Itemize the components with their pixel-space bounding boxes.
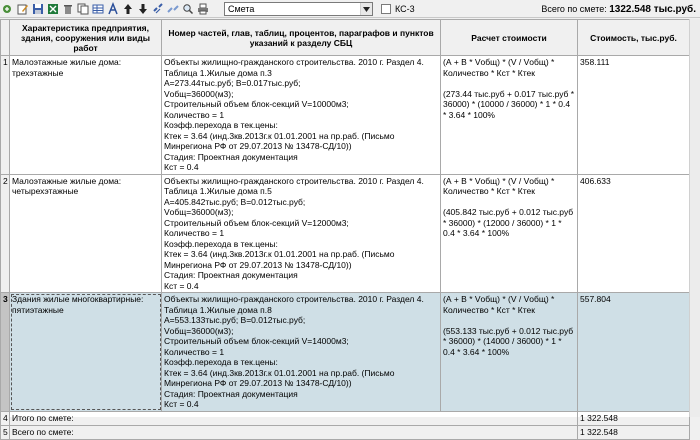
cell-calc[interactable]: (А + В * Vобщ) * (V / Vобщ) * Количество * Кст * Ктек (553.133 тыс.руб + 0.012 тыс.руб * 36000) * (14000 / 36000) * 1 * 0.4 * 3.64 * 100%	[441, 293, 578, 412]
cell-name[interactable]: Здания жилые многоквартирные: пятиэтажные	[10, 293, 162, 412]
chevron-down-icon[interactable]	[360, 3, 372, 15]
cell-cost[interactable]: 358.111	[578, 56, 690, 175]
subtotal-row[interactable]	[1, 411, 690, 425]
row-number[interactable]: 1	[1, 56, 10, 175]
delete-icon[interactable]	[61, 2, 75, 16]
subtotal-cost[interactable]: 1 322.548	[578, 411, 690, 425]
toolbar	[0, 0, 700, 18]
header-row	[1, 20, 690, 56]
add-icon[interactable]	[1, 2, 15, 16]
cell-name[interactable]: Малоэтажные жилые дома: трехэтажные	[10, 56, 162, 175]
cell-name[interactable]: Малоэтажные жилые дома: четырехэтажные	[10, 174, 162, 293]
unlink-icon[interactable]	[166, 2, 180, 16]
estimate-select[interactable]	[224, 2, 373, 16]
arrow-up-icon[interactable]	[121, 2, 135, 16]
estimate-select-value: Смета	[228, 4, 255, 14]
total-summary	[541, 3, 696, 16]
col-header-cost[interactable]: Стоимость, тыс.руб.	[578, 20, 690, 56]
cell-calc[interactable]: (А + В * Vобщ) * (V / Vобщ) * Количество * Кст * Ктек (405.842 тыс.руб + 0.012 тыс.руб * 36000) * (12000 / 36000) * 1 * 0.4 * 3.64 * 100%	[441, 174, 578, 293]
table-row[interactable]	[1, 174, 690, 293]
cell-calc[interactable]: (А + В * Vобщ) * (V / Vобщ) * Количество * Кст * Ктек (273.44 тыс.руб + 0.017 тыс.руб * 36000) * (10000 / 36000) * 1 * 0.4 * 3.64 * 100%	[441, 56, 578, 175]
edit-icon[interactable]	[16, 2, 30, 16]
corner-cell	[1, 20, 10, 56]
cell-ref[interactable]: Объекты жилищно-гражданского строительства. 2010 г. Раздел 4. Таблица 1.Жилые дома п.8 А=553.133тыс.руб; В=0.012тыс.руб; Vобщ=36000(м3); Строительный объем блок-секций V=14000м3; Количество = 1 Коэфф.перехода в тек.цены: Ктек = 3.64 (инд.3кв.2013г.к 01.01.2001 на пр.раб. (Письмо Минрегиона РФ от 29.07.2013 № 13478-СД/10)) Стадия: Проектная документация Кст = 0.4	[162, 293, 441, 412]
estimate-table	[0, 19, 690, 440]
cell-cost[interactable]: 406.633	[578, 174, 690, 293]
search-icon[interactable]	[181, 2, 195, 16]
col-header-calc[interactable]: Расчет стоимости	[441, 20, 578, 56]
excel-icon[interactable]	[46, 2, 60, 16]
total-cost[interactable]: 1 322.548	[578, 425, 690, 439]
save-icon[interactable]	[31, 2, 45, 16]
col-header-name[interactable]: Характеристика предприятия, здания, сооружения или виды работ	[10, 20, 162, 56]
row-number[interactable]: 4	[1, 411, 10, 425]
total-label[interactable]: Всего по смете:	[10, 425, 578, 439]
kc3-label: КС-3	[395, 4, 415, 14]
cell-cost[interactable]: 557.804	[578, 293, 690, 412]
kc3-toggle[interactable]	[381, 3, 415, 15]
print-icon[interactable]	[196, 2, 210, 16]
row-number[interactable]: 5	[1, 425, 10, 439]
table-row[interactable]	[1, 56, 690, 175]
table-row-selected[interactable]	[1, 293, 690, 412]
total-row[interactable]	[1, 425, 690, 439]
total-summary-value: 1322.548 тыс.руб.	[609, 4, 696, 15]
cell-ref[interactable]: Объекты жилищно-гражданского строительства. 2010 г. Раздел 4. Таблица 1.Жилые дома п.5 А=405.842тыс.руб; В=0.012тыс.руб; Vобщ=36000(м3); Строительный объем блок-секций V=12000м3; Количество = 1 Коэфф.перехода в тек.цены: Ктек = 3.64 (инд.3кв.2013г.к 01.01.2001 на пр.раб. (Письмо Минрегиона РФ от 29.07.2013 № 13478-СД/10)) Стадия: Проектная документация Кст = 0.4	[162, 174, 441, 293]
vertical-scrollbar[interactable]	[689, 19, 700, 417]
total-summary-label: Всего по смете:	[541, 4, 610, 14]
kc3-checkbox[interactable]	[381, 4, 391, 14]
row-number[interactable]: 2	[1, 174, 10, 293]
cell-ref[interactable]: Объекты жилищно-гражданского строительства. 2010 г. Раздел 4. Таблица 1.Жилые дома п.3 А=273.44тыс.руб; В=0.017тыс.руб; Vобщ=36000(м3); Строительный объем блок-секций V=10000м3; Количество = 1 Коэфф.перехода в тек.цены: Ктек = 3.64 (инд.3кв.2013г.к 01.01.2001 на пр.раб. (Письмо Минрегиона РФ от 29.07.2013 № 13478-СД/10)) Стадия: Проектная документация Кст = 0.4	[162, 56, 441, 175]
subtotal-label[interactable]: Итого по смете:	[10, 411, 578, 425]
col-header-ref[interactable]: Номер частей, глав, таблиц, процентов, параграфов и пунктов указаний к разделу СБЦ	[162, 20, 441, 56]
copy-icon[interactable]	[76, 2, 90, 16]
row-number[interactable]: 3	[1, 293, 10, 412]
font-a-icon[interactable]	[106, 2, 120, 16]
link-icon[interactable]	[151, 2, 165, 16]
table-icon[interactable]	[91, 2, 105, 16]
arrow-down-icon[interactable]	[136, 2, 150, 16]
estimate-grid	[0, 19, 700, 437]
